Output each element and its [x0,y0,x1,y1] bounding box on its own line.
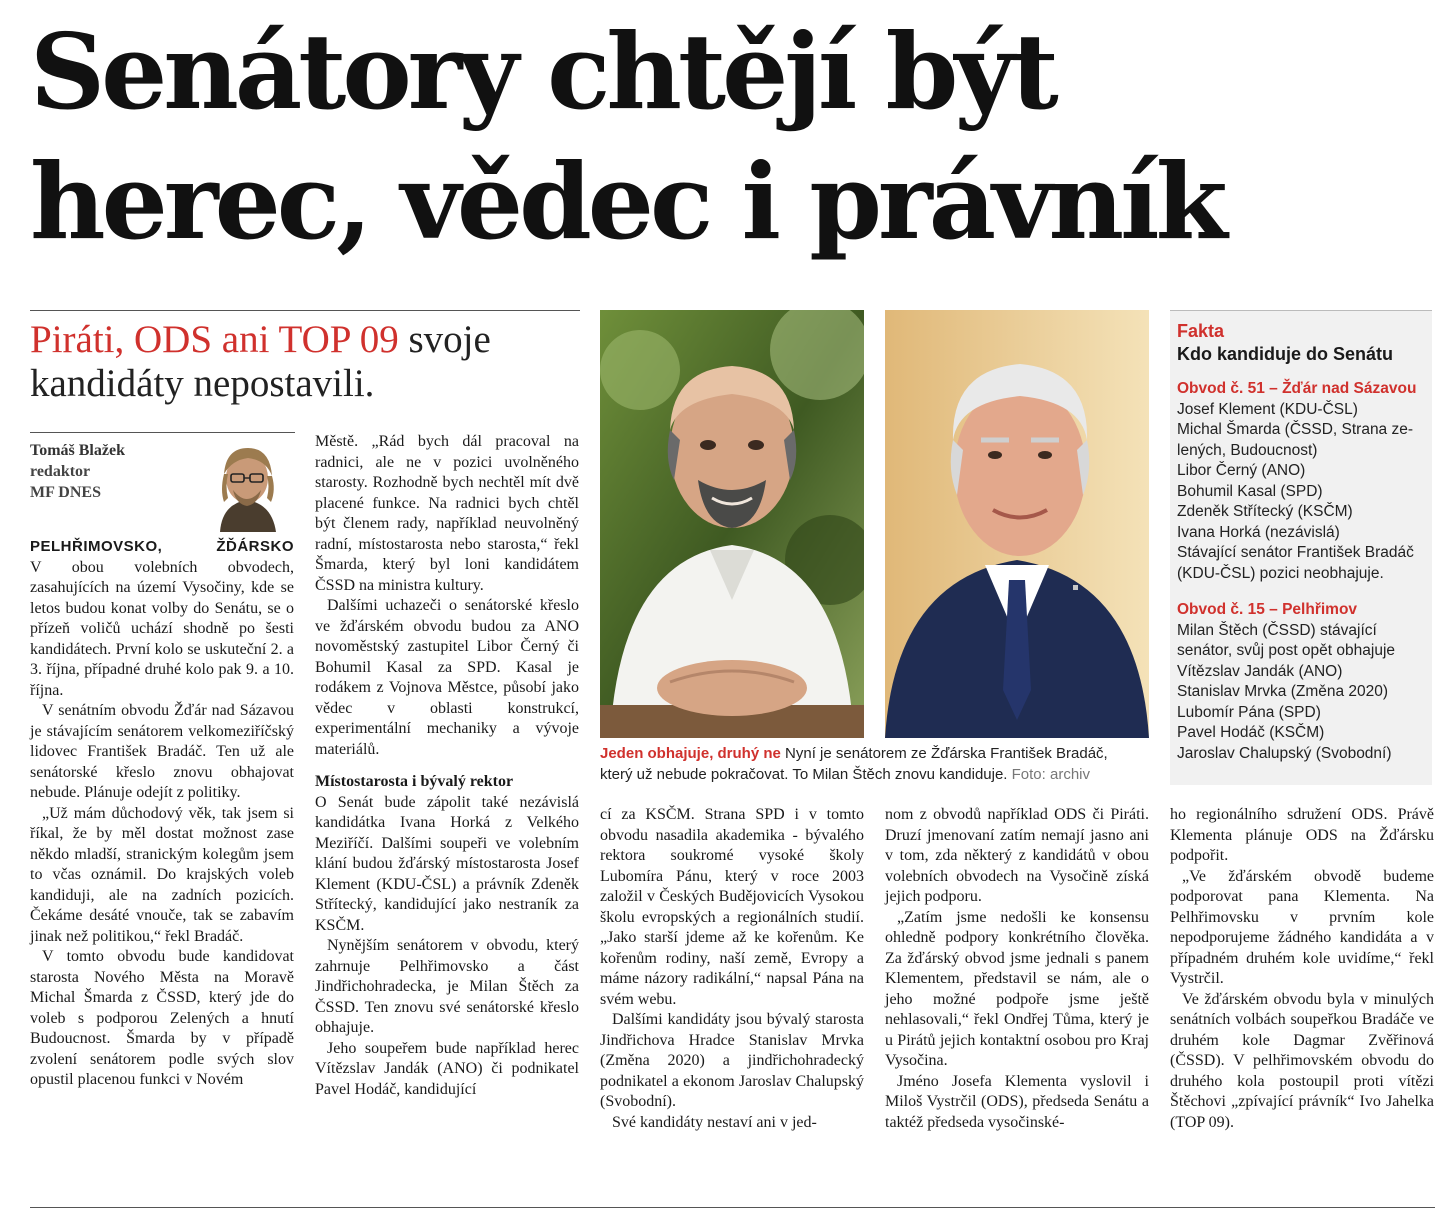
col3-paragraph-2: Dalšími kandidáty jsou bývalý starosta Jindřichova Hradce Stanislav Mrvka (Změna 2020) a jindřichohradecký podnikatel a ekonom Jaroslav Chalupský (Svobodní). [600,1011,864,1110]
article-column-4 [885,805,1149,1133]
col5-paragraph-3: Ve žďárském obvodu byla v minulých senátních volbách soupeřkou Bradáče ve druhém kole Dagmar Zvěřinová (ČSSD). V pelhřimovském obvodu do druhého kola postoupil proti vítězi Štěchovi „zpívající právník“ Ivo Jahelka (TOP 09). [1170,990,1434,1131]
article-column-3 [600,805,864,1133]
col4-paragraph-3: Jméno Josefa Klementa vyslovil i Miloš Vystrčil (ODS), předseda Senátu a taktéž předseda vysočinské- [885,1072,1149,1131]
facts-line: Josef Klement (KDU-ČSL) [1177,400,1358,418]
bottom-rule [30,1207,1435,1208]
facts-line: Michal Šmarda (ČSSD, Strana ze- [1177,421,1414,438]
facts-district-15-heading: Obvod č. 15 – Pelhřimov [1177,601,1358,618]
caption-credit: Foto: archiv [1007,766,1090,783]
col2-paragraph-2: Dalšími uchazeči o senátorské křeslo ve žďárském obvodu budou za ANO novoměstský zastupitel Libor Černý či Bohumil Kasal za SPD. Kasal je rodákem z Vojnova Městce, působí jako vědec v oblasti konstrukcí, experimentální mechaniky a vývoje materiálů. [315,597,579,758]
headline-line-1: Senátory chtějí být [30,10,1055,133]
facts-line: Milan Štěch (ČSSD) stávající senátor, svůj post opět obhajuje [1177,621,1396,659]
author-block [30,440,200,503]
facts-line: (KDU-ČSL) pozici neobhajuje. [1177,564,1384,582]
author-avatar [200,438,294,532]
caption-highlight: Jeden obhajuje, druhý ne [600,745,781,762]
top-rule-left [30,310,580,311]
facts-line: Bohumil Kasal (SPD) [1177,482,1323,500]
facts-line: Stávající senátor František Bradáč [1177,544,1414,561]
col3-paragraph-3: Své kandidáty nestaví ani v jed- [612,1113,817,1131]
photo-bradac [600,310,864,738]
facts-line: Pavel Hodáč (KSČM) [1177,724,1325,741]
facts-line: Stanislav Mrvka (Změna 2020) [1177,683,1389,700]
facts-subtitle: Kdo kandiduje do Senátu [1177,344,1394,364]
article-column-1 [30,537,294,1091]
headline-line-2: herec, vědec i právník [30,140,1224,263]
facts-line: Ivana Horká (nezávislá) [1177,523,1340,541]
article-column-5 [1170,805,1434,1133]
caption-text-1: Nyní je senátorem ze Žďárska František Bradáč, [780,745,1108,762]
facts-gap [1177,584,1426,600]
facts-line: Jaroslav Chalupský (Svobodní) [1177,744,1392,762]
col1-paragraph-3: „Už mám důchodový věk, tak jsem si říkal, že by měl dostat možnost zase někdo mladší, stranickým kolegům jsem to včas oznámil. Do krajských voleb kandiduji, ale na zadních pozicích. Čekáme desáté vnouče, tak se zabavím jinak než politikou,“ řekl Bradáč. [30,804,294,945]
facts-line: Libor Černý (ANO) [1177,462,1306,479]
col1-paragraph-1: V obou volebních obvodech, zasahujících na území Vysočiny, kde se letos budou konat volby do Senátu, se o přízeň voličů uchází shodně po šesti kandidátech. První kolo se uskuteční 2. a 3. října, případné druhé kolo pak 9. a 10. října. [30,558,294,699]
facts-title: Fakta [1177,321,1225,341]
facts-line: Vítězslav Jandák (ANO) [1177,662,1343,680]
col2-paragraph-3: O Senát bude zápolit také nezávislá kandidátka Ivana Horká z Velkého Meziříčí. Dalšími soupeři ve volebním klání budou žďárský místostarosta Josef Klement (KDU-ČSL) a právník Zdeněk Střítecký, kandidující jako nestraník za KSČM. [315,793,579,934]
subhead-rest-2: kandidáty nepostavili. [30,362,375,405]
col2-subheading: Místostarosta i bývalý rektor [315,773,514,790]
col4-paragraph-2: „Zatím jsme nedošli ke konsensu ohledně podpory konkrétního člověka. Za žďárský obvod jsme jednali s panem Klementem, představil se nám, ale o jeho možné podpoře jsme ještě nehlasovali,“ řekl Ondřej Tůma, který je u Pirátů jejich kontaktní osobou pro Kraj Vysočina. [885,908,1149,1069]
subhead-rest-1: svoje [398,318,491,361]
facts-district-51-heading: Obvod č. 51 – Žďár nad Sázavou [1177,380,1417,397]
author-name: Tomáš Blažek [30,442,125,459]
subhead [30,318,580,406]
photo-caption [600,743,1160,785]
dateline: PELHŘIMOVSKO, ŽĎÁRSKO [30,538,294,555]
facts-line: lených, Budoucnost) [1177,441,1318,459]
col1-paragraph-4: V tomto obvodu bude kandidovat starosta Nového Města na Moravě Michal Šmarda z ČSSD, který jde do voleb s podporou Zelených a hnutí Budoucnost. Šmarda by v případě zvolení senátorem podle svých slov opustil placenou funkci v Novém [30,948,294,1088]
top-rule-author [30,432,295,433]
subhead-highlight: Piráti, ODS ani TOP 09 [30,318,399,361]
col4-paragraph-1: nom z obvodů například ODS či Piráti. Druzí jmenovaní zatím nemají jasno ani v tom, zda některý z kandidátů v obou volebních obvodech na Vysočině získá jejich podporu. [885,806,1149,905]
col2-paragraph-5: Jeho soupeřem bude například herec Vítězslav Jandák (ANO) či podnikatel Pavel Hodáč, kandidující [315,1039,579,1098]
col5-paragraph-1: ho regionálního sdružení ODS. Právě Klementa plánuje ODS na Žďársku podpořit. [1170,806,1434,864]
col2-paragraph-1: Městě. „Rád bych dál pracoval na radnici, ale ne v pozici uvolněného starosty. Rozhodně bych nechtěl mít dvě placené funkce. Na radnici bych chtěl být členem rady, například neuvolněný radní, místostarosta nebo starosta,“ řekl Šmarda, který byl loni kandidátem ČSSD na ministra kultury. [315,433,579,594]
author-role: redaktor [30,463,91,480]
article-column-2 [315,432,579,1100]
col3-paragraph-1: cí za KSČM. Strana SPD i v tomto obvodu nasadila akademika - bývalého rektora soukromé vysoké školy Lubomíra Pánu, který v roce 2003 založil v Českých Budějovicích Vysokou školu evropských a regionálních studií. „Jako starší jdeme až ke kořenům. Ke kořenům rodiny, naší země, Evropy a máme názory radikální,“ napsal Pána na svém webu. [600,806,864,1008]
col2-paragraph-4: Nynějším senátorem v obvodu, který zahrnuje Pelhřimovsko a část Jindřichohradecka, je Milan Štěch za ČSSD. Ten znovu své senátorské křeslo obhajuje. [315,937,579,1036]
author-outlet: MF DNES [30,484,101,501]
caption-text-2: který už nebude pokračovat. To Milan Štěch znovu kandiduje. [600,766,1008,783]
facts-line: Zdeněk Střítecký (KSČM) [1177,503,1353,520]
col1-paragraph-2: V senátním obvodu Žďár nad Sázavou je stávajícím senátorem velkomeziříčský lidovec František Bradáč. Ten už ale senátorské křeslo znovu obhajovat nebude. Plánuje odejít z politiky. [30,702,294,801]
facts-line: Lubomír Pána (SPD) [1177,703,1321,721]
col5-paragraph-2: „Ve žďárském obvodě budeme podporovat pana Klementa. Na Pelhřimovsku v prvním kole nepodporujeme žádného kandidáta a v případném druhém kole uvidíme,“ řekl Vystrčil. [1170,867,1434,987]
facts-box [1170,310,1432,785]
photo-stech [885,310,1149,738]
